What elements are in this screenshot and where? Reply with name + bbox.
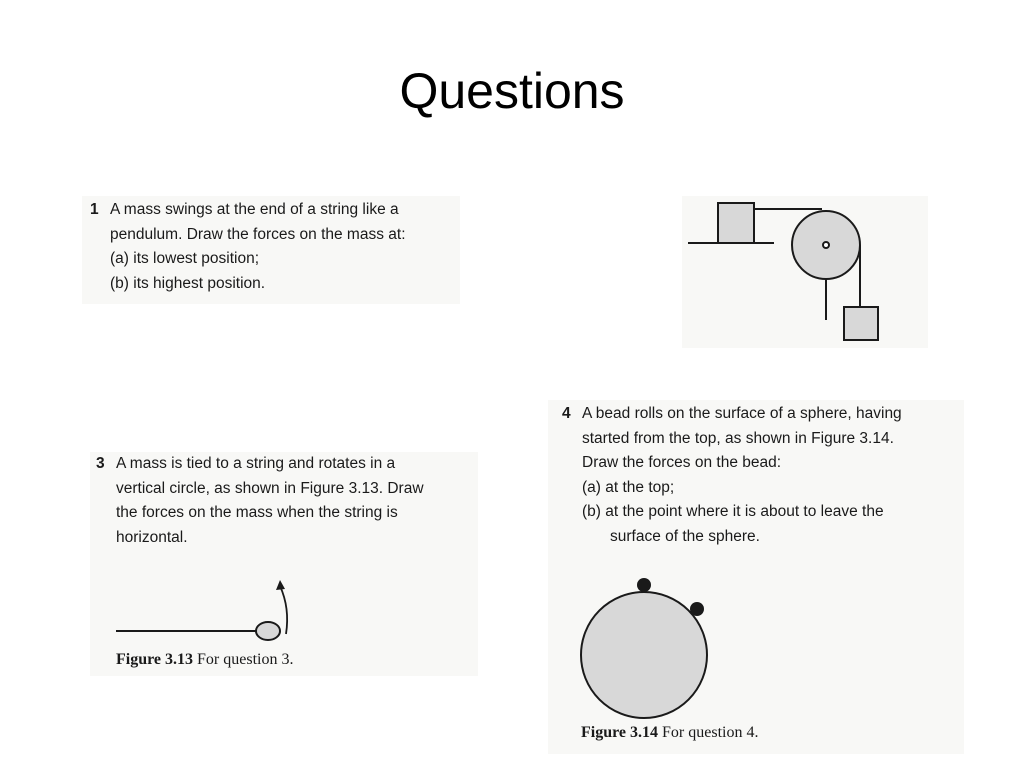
pulley-axle: [823, 242, 829, 248]
bead-top: [637, 578, 651, 592]
figure-3-14-caption: Figure 3.14 For question 4.: [581, 724, 759, 741]
figure-3-13-caption: Figure 3.13 For question 3.: [116, 651, 294, 668]
question-1-option-b: (b) its highest position.: [110, 274, 266, 292]
pulley-diagram: [680, 192, 940, 352]
sphere: [581, 592, 707, 718]
question-4-line-1: 4 A bead rolls on the surface of a sphere, having: [548, 402, 964, 427]
figure-3-13-diagram: [110, 572, 310, 642]
figure-3-14-diagram: [570, 572, 730, 722]
question-1: [82, 196, 460, 304]
question-4-option-a: (a) at the top;: [582, 478, 675, 496]
mass: [256, 622, 280, 640]
block-on-table: [718, 203, 754, 243]
question-number: 1: [90, 201, 99, 218]
question-3-line-4: horizontal.: [116, 528, 188, 546]
question-4-line-3: Draw the forces on the bead:: [582, 454, 782, 471]
question-4-option-b-cont: surface of the sphere.: [610, 527, 760, 545]
question-number: 4: [562, 405, 571, 422]
question-4-line-2: started from the top, as shown in Figure 3.14.: [582, 429, 894, 447]
question-3-line-1: 3 A mass is tied to a string and rotates in a: [90, 452, 478, 477]
question-number: 3: [96, 455, 105, 472]
hanging-block: [844, 307, 878, 340]
rotation-arrow-path: [280, 586, 287, 634]
question-4-option-b: (b) at the point where it is about to leave the: [582, 503, 884, 520]
bead-side: [690, 602, 704, 616]
question-3: [90, 452, 478, 676]
question-3-line-3: the forces on the mass when the string is: [116, 504, 398, 521]
question-1-line-1: 1 A mass swings at the end of a string like a: [82, 198, 460, 223]
question-1-option-a: (a) its lowest position;: [110, 250, 260, 267]
page-title: Questions: [399, 63, 625, 119]
question-1-line-2: pendulum. Draw the forces on the mass at:: [110, 225, 406, 243]
question-3-line-2: vertical circle, as shown in Figure 3.13. Draw: [116, 479, 424, 497]
arrow-head-icon: [276, 580, 285, 590]
